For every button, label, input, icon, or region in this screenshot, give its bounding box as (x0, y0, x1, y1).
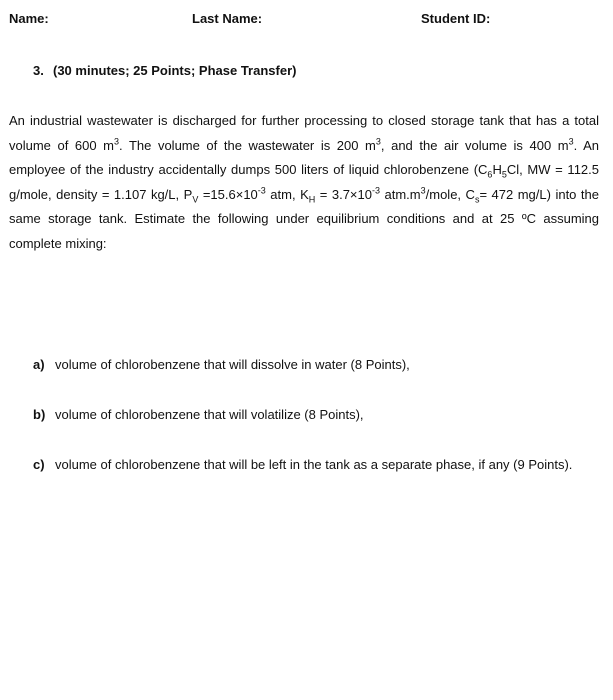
part-b-letter: b) (33, 407, 46, 422)
name-label: Name: (9, 11, 49, 26)
part-c-text: volume of chlorobenzene that will be left in the tank as a separate phase, if any (9 Points). (55, 457, 573, 472)
question-body: An industrial wastewater is discharged for further processing to closed storage tank that has a total volume of 600 $m^3$. The volume of the wastewater is 200 $m^3$, and the air volume is 400 $m^3$. An employee of the industry accidentally dumps 500 liters of liquid chlorobenzene ($C_6H_5Cl$, MW = 112.5 g/mole, density = 1.107 kg/L, $P_V =15.6\times 10^{-3}$ atm, $K_H = 3.7\times 10^{-3}$ $atm.m^3$/mole, $C_s= 472$ mg/L) into the same storage tank. Estimate the following under equilibrium conditions and at 25 ºC assuming complete mixing: (9, 113, 599, 251)
part-b (33, 404, 593, 425)
student-id-label: Student ID: (421, 11, 491, 26)
part-a-letter: a) (33, 357, 45, 372)
question-title-text: (30 minutes; 25 Points; Phase Transfer) (53, 63, 297, 78)
part-c-letter: c) (33, 457, 45, 472)
part-a (33, 354, 593, 375)
last-name-label: Last Name: (192, 11, 263, 26)
question-title (33, 63, 296, 78)
part-c (33, 454, 593, 475)
part-b-text: volume of chlorobenzene that will volatilize (8 Points), (55, 407, 364, 422)
part-a-text: volume of chlorobenzene that will dissolve in water (8 Points), (55, 357, 410, 372)
question-number: 3. (33, 63, 44, 78)
